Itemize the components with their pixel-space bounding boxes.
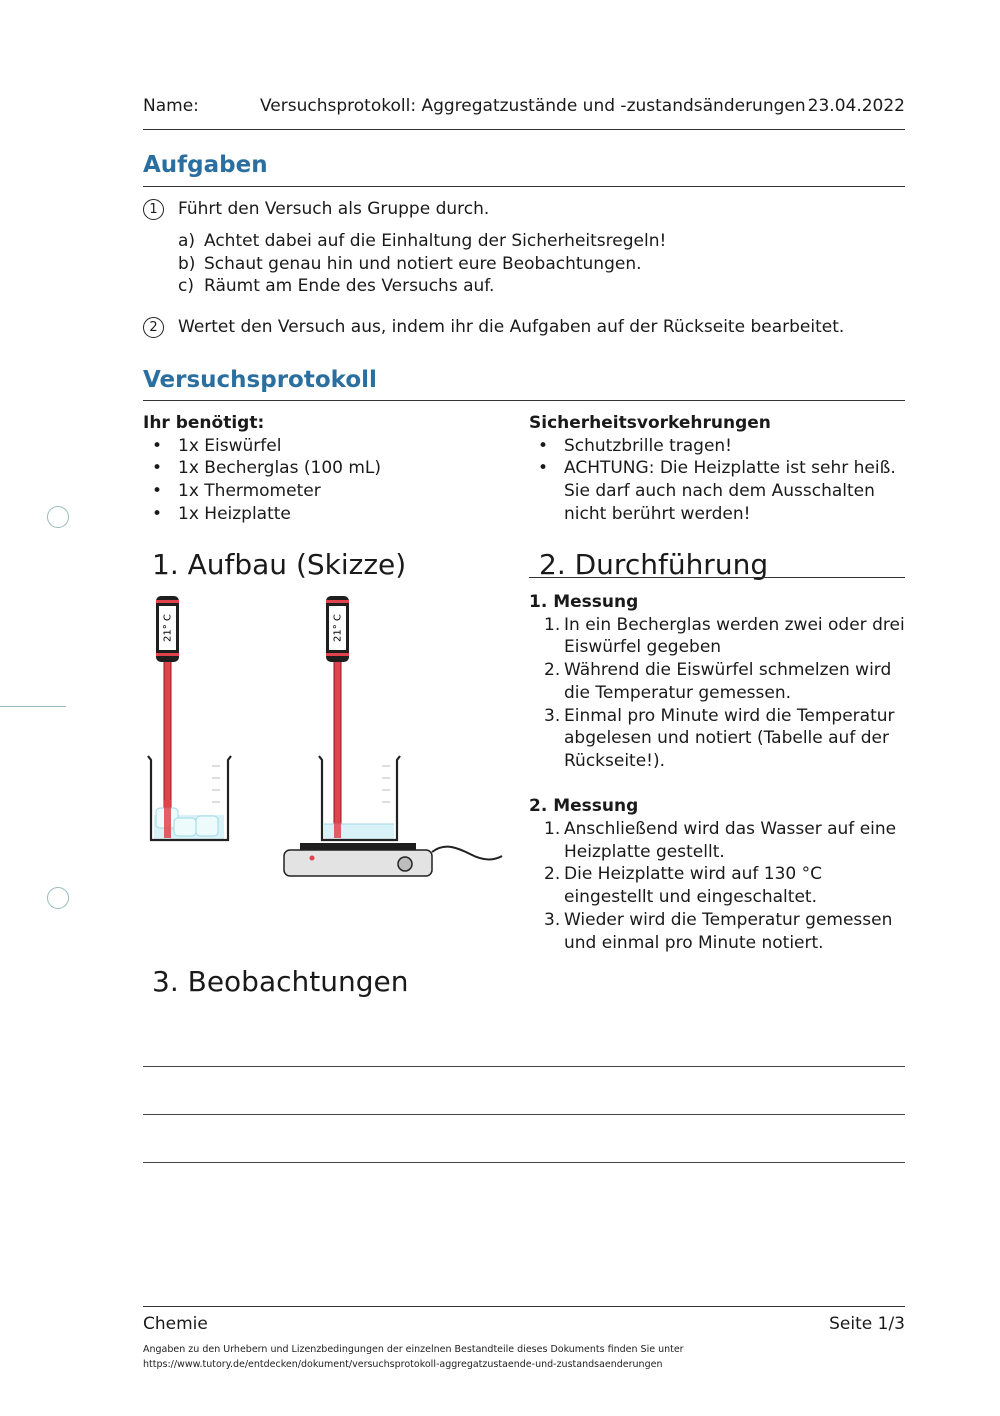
- durchfuehrung-block: [529, 591, 905, 954]
- punch-hole-top: [47, 506, 69, 528]
- task-1-subitems: [178, 230, 666, 298]
- safety-block: [529, 412, 899, 526]
- list-item: 2. Während die Eiswürfel schmelzen wird die Temperatur gemessen.: [544, 660, 892, 703]
- materials-block: [143, 412, 503, 526]
- footer-subject: Chemie: [143, 1314, 208, 1334]
- temperature-knob: [398, 857, 412, 871]
- writing-line[interactable]: [143, 1114, 905, 1115]
- name-label: Name:: [143, 96, 199, 116]
- punch-hole-bottom: [47, 887, 69, 909]
- task-number-2: 2: [143, 317, 164, 338]
- fold-mark: [0, 706, 66, 707]
- list-item: • ACHTUNG: Die Heizplatte ist sehr heiß. Sie darf auch nach dem Ausschalten nicht berührt werden!: [529, 457, 899, 525]
- hot-plate: [284, 843, 502, 876]
- footer-page-number: Seite 1/3: [829, 1314, 905, 1334]
- list-item: 1. In ein Becherglas werden zwei oder drei Eiswürfel gegeben: [544, 614, 905, 658]
- durchfuehrung-rule: [529, 577, 905, 578]
- aufgaben-heading: Aufgaben: [143, 152, 268, 178]
- protokoll-rule: [143, 400, 905, 401]
- messung-1-steps: [529, 614, 905, 773]
- durchfuehrung-heading: 2. Durchführung: [539, 548, 769, 581]
- safety-list: [529, 435, 899, 526]
- subitem: a) Achtet dabei auf die Einhaltung der Sicherheitsregeln!: [178, 231, 667, 251]
- thermometer-right: [326, 596, 349, 838]
- footer-rule: [143, 1306, 905, 1307]
- task-number-1: 1: [143, 199, 164, 220]
- task-2-text: Wertet den Versuch aus, indem ihr die Aufgaben auf der Rückseite bearbeitet.: [178, 317, 845, 337]
- list-item: • Schutzbrille tragen!: [529, 435, 899, 458]
- materials-list: [143, 435, 503, 526]
- list-item: 3. Einmal pro Minute wird die Temperatur abgelesen und notiert (Tabelle auf der Rückseite!).: [544, 705, 895, 771]
- protokoll-heading: Versuchsprotokoll: [143, 367, 377, 393]
- beaker-with-water: [319, 756, 400, 840]
- footer-credits: Angaben zu den Urhebern und Lizenzbedingungen der einzelnen Bestandteile dieses Dokuments finden Sie unter: [143, 1344, 684, 1355]
- list-item: 3. Wieder wird die Temperatur gemessen und einmal pro Minute notiert.: [544, 909, 893, 953]
- aufgaben-rule: [143, 186, 905, 187]
- thermometer-display-left: 21° C: [162, 614, 174, 642]
- list-item: 1. Anschließend wird das Wasser auf eine Heizplatte gestellt.: [544, 819, 897, 862]
- aufbau-heading: 1. Aufbau (Skizze): [152, 548, 407, 581]
- beaker-with-ice: [148, 756, 231, 840]
- list-item: • 1x Becherglas (100 mL): [143, 457, 503, 480]
- messung-2-steps: [529, 818, 905, 954]
- list-item: • 1x Thermometer: [143, 480, 503, 503]
- document-date: 23.04.2022: [807, 96, 905, 116]
- task-1-text: Führt den Versuch als Gruppe durch.: [178, 199, 490, 219]
- safety-title: Sicherheitsvorkehrungen: [529, 413, 771, 433]
- thermometer-display-right: 21° C: [332, 614, 344, 642]
- messung-1-title: 1. Messung: [529, 592, 639, 612]
- subitem: b) Schaut genau hin und notiert eure Beobachtungen.: [178, 253, 642, 274]
- document-title: Versuchsprotokoll: Aggregatzustände und -zustandsänderungen: [260, 96, 806, 116]
- writing-line[interactable]: [143, 1066, 905, 1067]
- list-item: • 1x Eiswürfel: [143, 435, 503, 458]
- footer-url[interactable]: https://www.tutory.de/entdecken/dokument/versuchsprotokoll-aggregatzustaende-und-zustandsaenderungen: [143, 1359, 663, 1370]
- materials-title: Ihr benötigt:: [143, 413, 265, 433]
- subitem: c) Räumt am Ende des Versuchs auf.: [178, 276, 495, 297]
- beobachtungen-heading: 3. Beobachtungen: [152, 965, 409, 998]
- writing-line[interactable]: [143, 1162, 905, 1163]
- list-item: 2. Die Heizplatte wird auf 130 °C eingestellt und eingeschaltet.: [544, 864, 823, 908]
- messung-2-title: 2. Messung: [529, 796, 639, 817]
- header-rule: [143, 129, 905, 130]
- power-led: [310, 856, 315, 861]
- list-item: • 1x Heizplatte: [143, 503, 503, 526]
- setup-sketch: [140, 590, 510, 890]
